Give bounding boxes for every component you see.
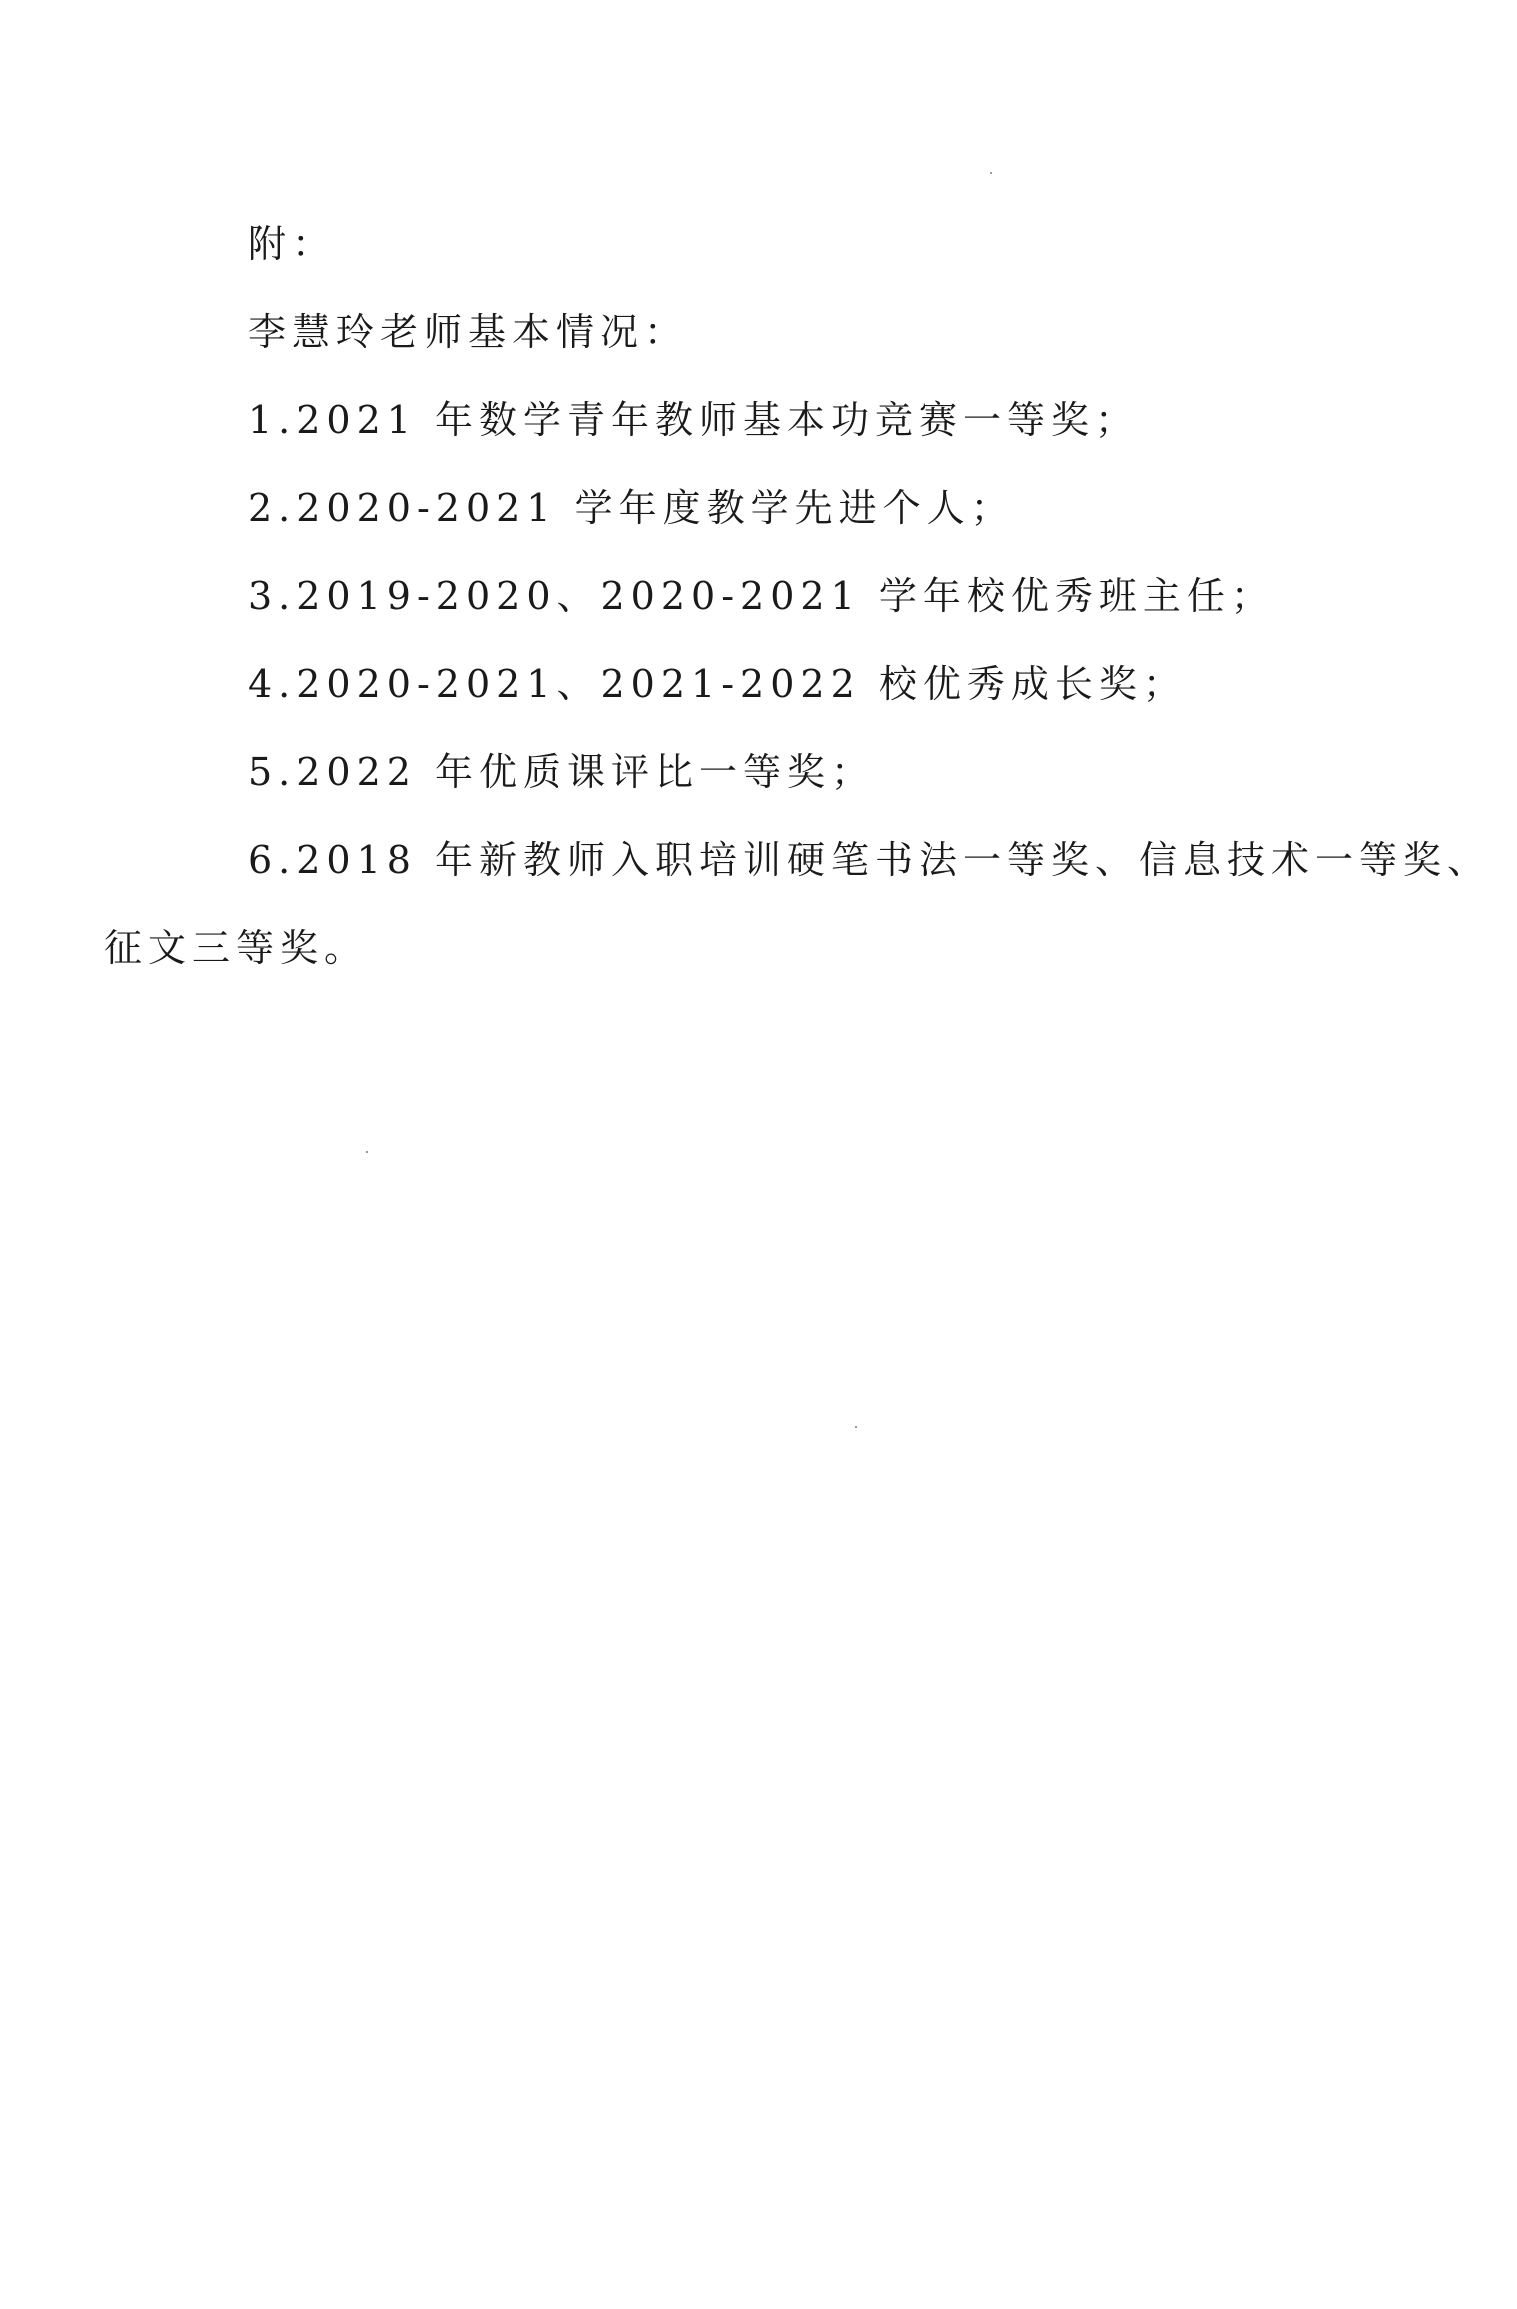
- list-item: 5.2022 年优质课评比一等奖；: [248, 750, 876, 794]
- list-item-continuation: 征文三等奖。: [104, 926, 369, 970]
- list-item: 4.2020-2021、2021-2022 校优秀成长奖；: [248, 662, 1187, 706]
- scan-speck: [855, 1426, 857, 1428]
- attachment-label: 附：: [248, 222, 337, 266]
- scan-speck: [990, 172, 992, 174]
- list-item: 6.2018 年新教师入职培训硬笔书法一等奖、信息技术一等奖、: [248, 838, 1492, 882]
- list-item: 2.2020-2021 学年度教学先进个人；: [248, 486, 1015, 530]
- scan-speck: [366, 1151, 368, 1153]
- list-item: 1.2021 年数学青年教师基本功竞赛一等奖；: [248, 398, 1140, 442]
- document-body: [104, 200, 1492, 992]
- intro-line: 李慧玲老师基本情况：: [248, 310, 689, 354]
- list-item: 3.2019-2020、2020-2021 学年校优秀班主任；: [248, 574, 1275, 618]
